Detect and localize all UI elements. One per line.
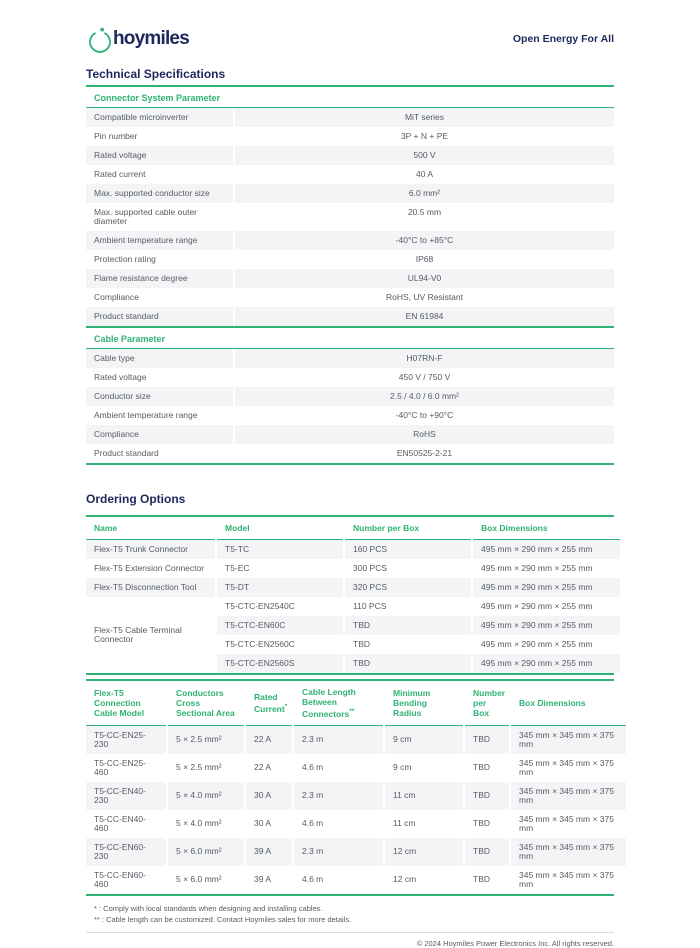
table-cell: 110 PCS <box>345 597 471 616</box>
table-cell: TBD <box>345 635 471 654</box>
table-row <box>86 250 614 269</box>
table-cell: TBD <box>345 616 471 635</box>
brand-tagline: Open Energy For All <box>512 33 614 45</box>
footnote-line: * : Comply with local standards when designing and installing cables. <box>94 903 323 913</box>
table-row <box>86 269 614 288</box>
table-cell: 345 mm × 345 mm × 375 mm <box>511 866 626 894</box>
spec-value: -40°C to +85°C <box>235 231 614 250</box>
table-cell: T5-CTC-EN2560C <box>217 635 343 654</box>
table-cell: 495 mm × 290 mm × 255 mm <box>473 540 620 559</box>
spec-label: Protection rating <box>86 250 233 269</box>
table-cell: TBD <box>465 754 509 782</box>
table-cell: 4.6 m <box>294 810 383 838</box>
column-header <box>246 681 292 726</box>
column-header-label: Flex-T5 Connection Cable Model <box>94 687 145 718</box>
table-row <box>86 810 626 838</box>
table-cell: T5-TC <box>217 540 343 559</box>
table-cell: 5 × 4.0 mm² <box>168 782 244 810</box>
spec-value: 450 V / 750 V <box>235 368 614 387</box>
spec-label: Compliance <box>86 288 233 307</box>
column-header <box>385 681 463 726</box>
table-cell: T5-CC-EN40-230 <box>86 782 166 810</box>
spec-label: Max. supported conductor size <box>86 184 233 203</box>
table-cell: 4.6 m <box>294 754 383 782</box>
table-row <box>86 184 614 203</box>
table-cell: 2.3 m <box>294 726 383 754</box>
spec-value: 3P + N + PE <box>235 127 614 146</box>
column-header <box>86 681 166 726</box>
column-header <box>294 681 383 726</box>
table-row <box>86 444 614 463</box>
spec-label: Pin number <box>86 127 233 146</box>
table-cell: 5 × 2.5 mm² <box>168 754 244 782</box>
table-cell: 5 × 6.0 mm² <box>168 838 244 866</box>
column-header: Name <box>86 517 215 540</box>
column-header <box>465 681 509 726</box>
column-header-label: Rated Current <box>254 692 285 714</box>
table-cell: 9 cm <box>385 754 463 782</box>
table-cell: 2.3 m <box>294 838 383 866</box>
connector-ordering-table <box>86 515 614 675</box>
spec-sections <box>86 87 614 465</box>
table-cell: T5-CC-EN40-460 <box>86 810 166 838</box>
table-cell: 5 × 6.0 mm² <box>168 866 244 894</box>
spec-label: Ambient temperature range <box>86 231 233 250</box>
table-cell: 345 mm × 345 mm × 375 mm <box>511 838 626 866</box>
spec-value: EN50525-2-21 <box>235 444 614 463</box>
cable-ordering-table <box>86 679 614 896</box>
column-header-label: Number per Box <box>473 687 506 718</box>
table-cell: TBD <box>345 654 471 673</box>
column-header-label: Minimum Bending Radius <box>393 687 431 718</box>
footnotes <box>86 896 614 933</box>
table-cell: 495 mm × 290 mm × 255 mm <box>473 578 620 597</box>
footnote-line: ** : Cable length can be customized. Contact Hoymiles sales for more details. <box>94 914 352 924</box>
spec-value: 40 A <box>235 165 614 184</box>
footnote-marker: ** <box>349 708 355 715</box>
spec-value: EN 61984 <box>235 307 614 326</box>
table-cell: 2.3 m <box>294 782 383 810</box>
ordering-options-title: Ordering Options <box>86 492 186 506</box>
table-row <box>86 203 614 231</box>
table-row <box>86 108 614 127</box>
hoymiles-logo <box>86 26 189 53</box>
table-row <box>86 782 626 810</box>
spec-value: MiT series <box>235 108 614 127</box>
column-header: Number per Box <box>345 517 471 540</box>
spec-label: Compatible microinverter <box>86 108 233 127</box>
spec-value: 2.5 / 4.0 / 6.0 mm² <box>235 387 614 406</box>
spec-label: Ambient temperature range <box>86 406 233 425</box>
table-cell: 160 PCS <box>345 540 471 559</box>
spec-value: IP68 <box>235 250 614 269</box>
footnote-marker: * <box>284 703 288 710</box>
spec-table <box>86 348 614 465</box>
column-header <box>511 681 626 726</box>
spec-table <box>86 107 614 328</box>
spec-value: UL94-V0 <box>235 269 614 288</box>
table-cell: 300 PCS <box>345 559 471 578</box>
table-cell: TBD <box>465 782 509 810</box>
spec-label: Product standard <box>86 444 233 463</box>
table-cell: 30 A <box>246 810 292 838</box>
table-cell: 495 mm × 290 mm × 255 mm <box>473 616 620 635</box>
spec-label: Compliance <box>86 425 233 444</box>
table-cell: Flex-T5 Disconnection Tool <box>86 578 215 597</box>
spec-value: RoHS <box>235 425 614 444</box>
table-cell: T5-CTC-EN2540C <box>217 597 343 616</box>
table-cell: 11 cm <box>385 782 463 810</box>
logo-wordmark: hoymiles <box>113 28 189 49</box>
table-row <box>86 165 614 184</box>
table-row <box>86 838 626 866</box>
table-cell: TBD <box>465 838 509 866</box>
table-row <box>86 349 614 368</box>
table-row <box>86 597 620 616</box>
column-header <box>168 681 244 726</box>
table-cell: TBD <box>465 726 509 754</box>
spec-section-title: Cable Parameter <box>94 334 166 344</box>
spec-section-title: Connector System Parameter <box>94 93 221 103</box>
table-cell: 12 cm <box>385 866 463 894</box>
table-row <box>86 540 620 559</box>
spec-label: Max. supported cable outer diameter <box>86 203 233 231</box>
copyright-text: © 2024 Hoymiles Power Electronics Inc. All rights reserved. <box>416 938 614 948</box>
table-row <box>86 368 614 387</box>
column-header-label: Conductors Cross Sectional Area <box>176 687 235 718</box>
spec-value: 500 V <box>235 146 614 165</box>
spec-label: Flame resistance degree <box>86 269 233 288</box>
column-header-label: Cable Length Between Connectors <box>302 687 356 719</box>
table-cell: 4.6 m <box>294 866 383 894</box>
table-row <box>86 146 614 165</box>
table-cell: 11 cm <box>385 810 463 838</box>
table-row <box>86 307 614 326</box>
table-cell: 12 cm <box>385 838 463 866</box>
table-cell: 345 mm × 345 mm × 375 mm <box>511 754 626 782</box>
merged-name-cell: Flex-T5 Cable Terminal Connector <box>86 597 215 673</box>
logo-arc-icon <box>86 26 112 53</box>
spec-label: Conductor size <box>86 387 233 406</box>
table-cell: 320 PCS <box>345 578 471 597</box>
table-cell: 39 A <box>246 838 292 866</box>
table-row <box>86 288 614 307</box>
spec-label: Rated current <box>86 165 233 184</box>
table-cell: 345 mm × 345 mm × 375 mm <box>511 782 626 810</box>
table-cell: 39 A <box>246 866 292 894</box>
table-cell: 22 A <box>246 754 292 782</box>
table-row <box>86 726 626 754</box>
table-row <box>86 231 614 250</box>
table-cell: 5 × 4.0 mm² <box>168 810 244 838</box>
column-header-label: Box Dimensions <box>519 697 586 708</box>
table-cell: 495 mm × 290 mm × 255 mm <box>473 635 620 654</box>
table-cell: Flex-T5 Trunk Connector <box>86 540 215 559</box>
table-row <box>86 387 614 406</box>
tech-specs-title: Technical Specifications <box>86 67 226 81</box>
table-cell: T5-CTC-EN60C <box>217 616 343 635</box>
table-row <box>86 559 620 578</box>
table-cell: 495 mm × 290 mm × 255 mm <box>473 559 620 578</box>
table-cell: 345 mm × 345 mm × 375 mm <box>511 726 626 754</box>
table-row <box>86 406 614 425</box>
table-row <box>86 754 626 782</box>
spec-label: Cable type <box>86 349 233 368</box>
spec-value: H07RN-F <box>235 349 614 368</box>
table-cell: T5-CC-EN25-230 <box>86 726 166 754</box>
table-cell: 495 mm × 290 mm × 255 mm <box>473 654 620 673</box>
spec-value: -40°C to +90°C <box>235 406 614 425</box>
table-row <box>86 578 620 597</box>
table-cell: Flex-T5 Extension Connector <box>86 559 215 578</box>
table-cell: 9 cm <box>385 726 463 754</box>
table-cell: 495 mm × 290 mm × 255 mm <box>473 597 620 616</box>
table-cell: T5-DT <box>217 578 343 597</box>
page-header <box>86 24 614 54</box>
spec-value: 20.5 mm <box>235 203 614 231</box>
table-row <box>86 866 626 894</box>
table-cell: T5-CC-EN60-460 <box>86 866 166 894</box>
table-cell: T5-CC-EN60-230 <box>86 838 166 866</box>
table-cell: 345 mm × 345 mm × 375 mm <box>511 810 626 838</box>
spec-label: Rated voltage <box>86 368 233 387</box>
table-cell: 30 A <box>246 782 292 810</box>
table-cell: 5 × 2.5 mm² <box>168 726 244 754</box>
spec-value: RoHS, UV Resistant <box>235 288 614 307</box>
table-row <box>86 425 614 444</box>
table-cell: T5-CTC-EN2560S <box>217 654 343 673</box>
column-header: Box Dimensions <box>473 517 620 540</box>
table-row <box>86 127 614 146</box>
spec-label: Rated voltage <box>86 146 233 165</box>
table-cell: T5-CC-EN25-460 <box>86 754 166 782</box>
table-cell: 22 A <box>246 726 292 754</box>
spec-value: 6.0 mm² <box>235 184 614 203</box>
table-cell: TBD <box>465 810 509 838</box>
table-cell: TBD <box>465 866 509 894</box>
table-cell: T5-EC <box>217 559 343 578</box>
spec-label: Product standard <box>86 307 233 326</box>
column-header: Model <box>217 517 343 540</box>
